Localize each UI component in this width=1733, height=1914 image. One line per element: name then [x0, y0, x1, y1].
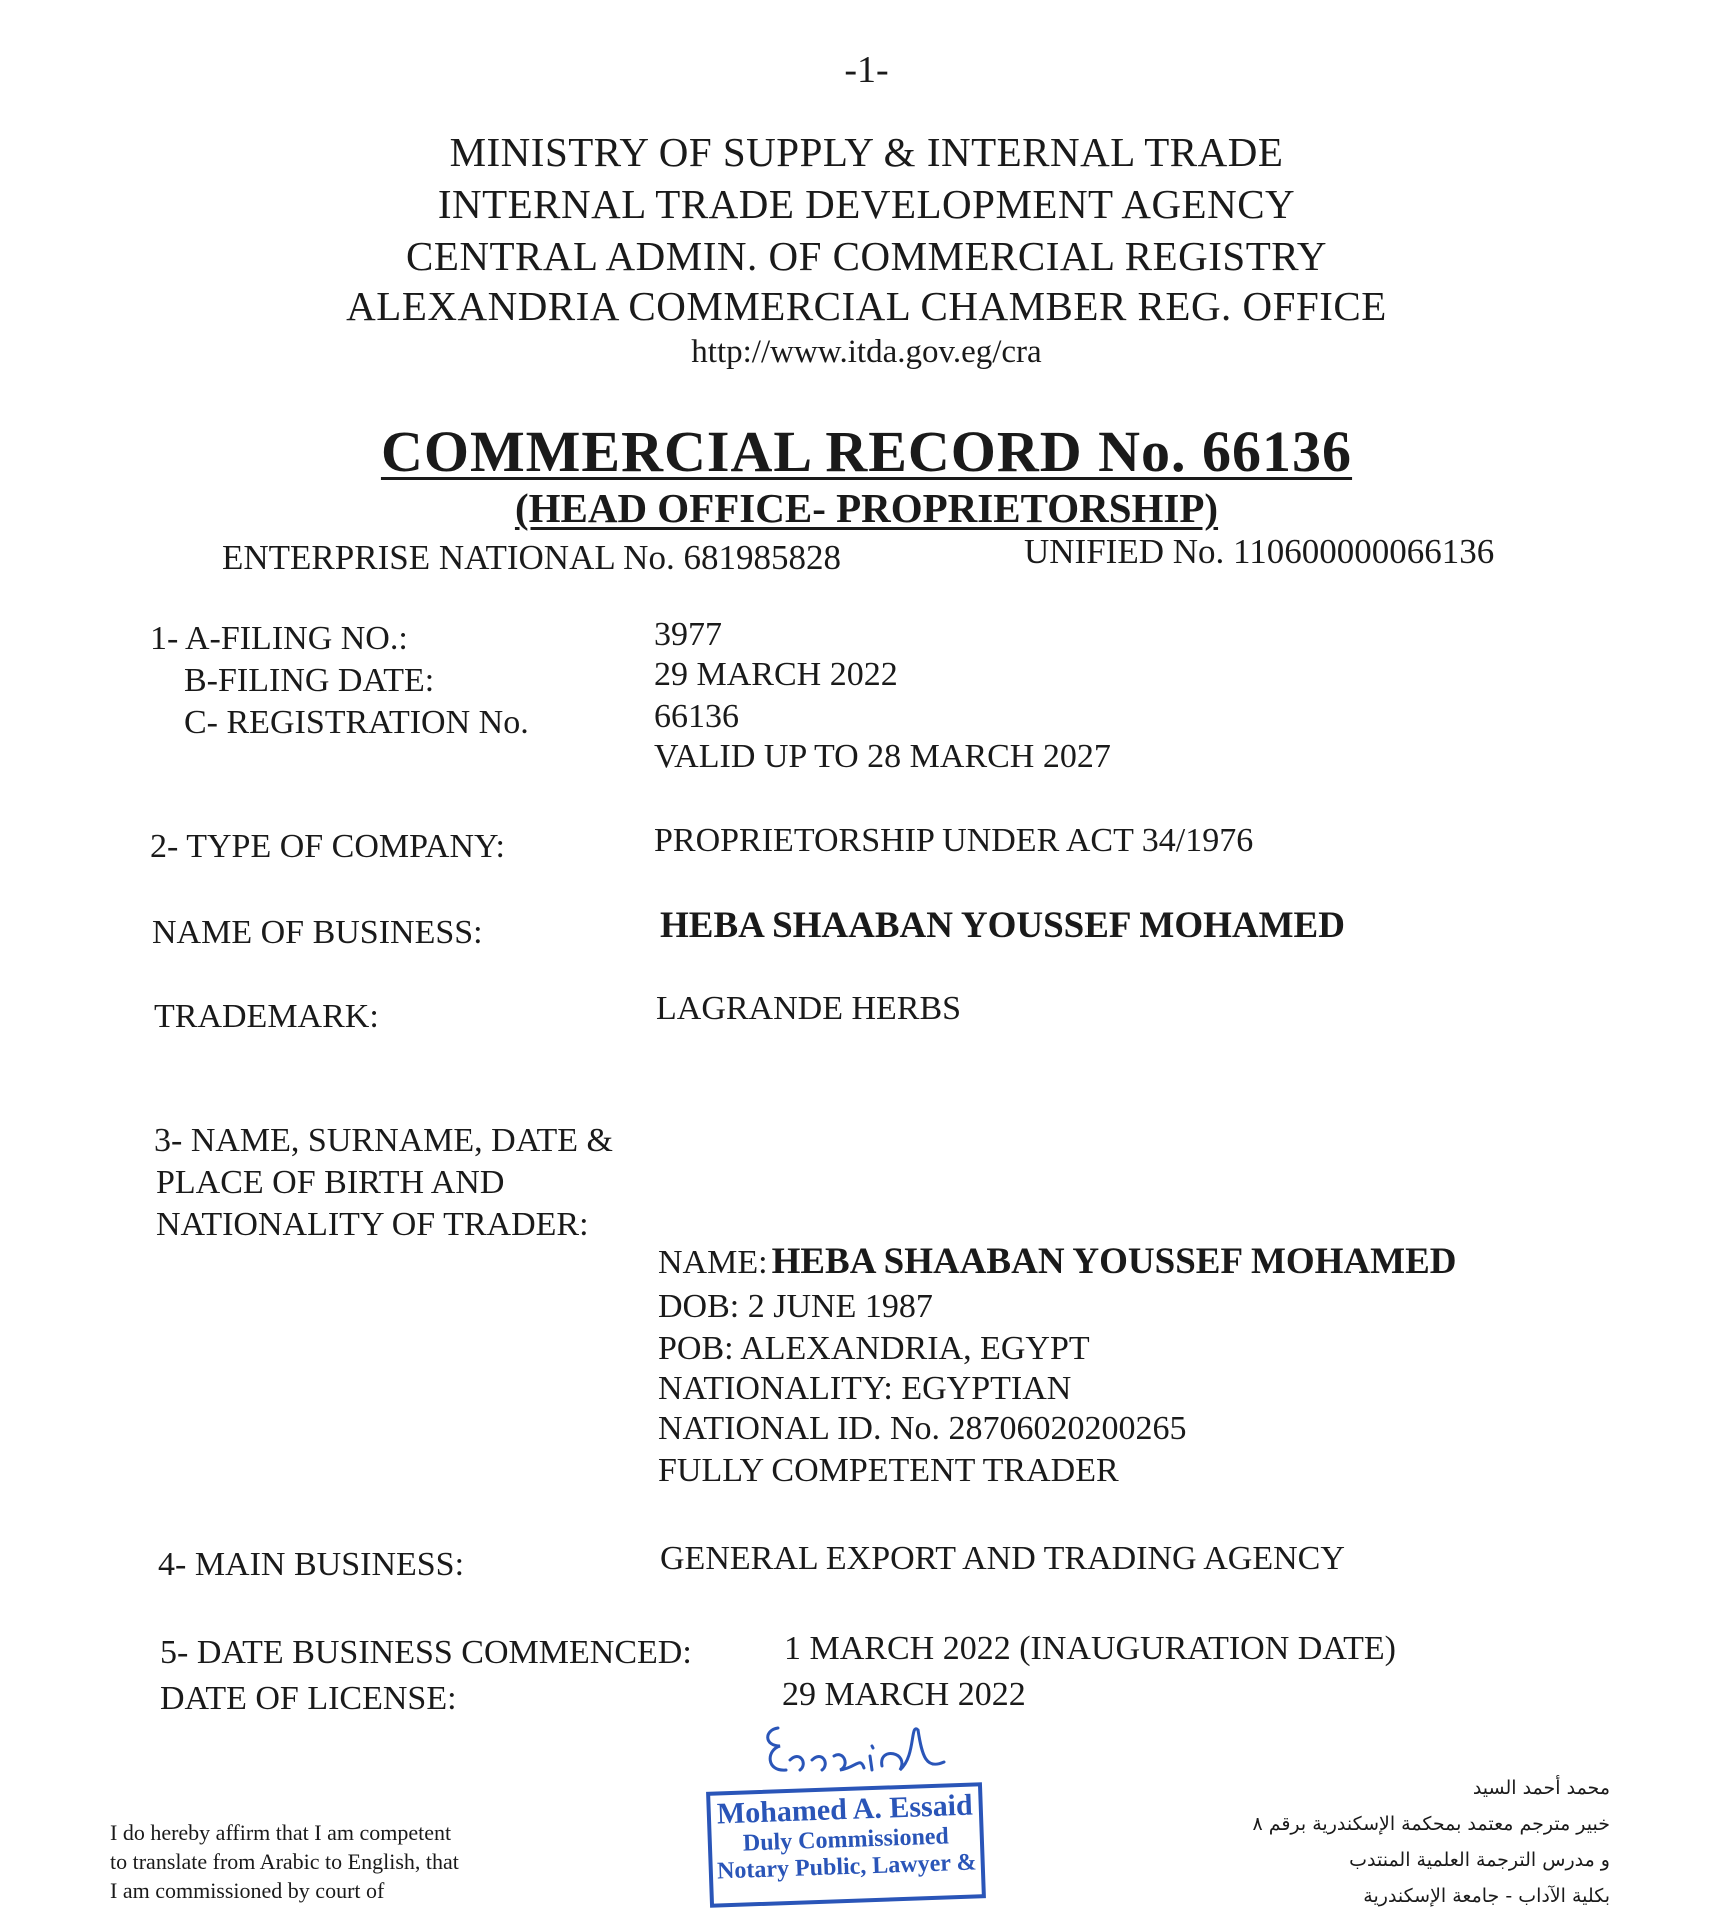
office-heading: ALEXANDRIA COMMERCIAL CHAMBER REG. OFFICE [346, 283, 1387, 329]
record-subtitle-text: (HEAD OFFICE- PROPRIETORSHIP) [514, 485, 1219, 531]
trader-competence: FULLY COMPETENT TRADER [658, 1452, 1119, 1489]
company-type-value: PROPRIETORSHIP UNDER ACT 34/1976 [654, 822, 1254, 859]
trader-label-line3: NATIONALITY OF TRADER: [156, 1206, 589, 1243]
unified-number: UNIFIED No. 110600000066136 [1024, 532, 1495, 571]
ministry-heading: MINISTRY OF SUPPLY & INTERNAL TRADE [449, 129, 1284, 175]
filing-no-value: 3977 [654, 616, 722, 653]
filing-no-label: 1- A-FILING NO.: [150, 620, 408, 657]
notary-stamp [706, 1782, 986, 1908]
page-number: -1- [844, 49, 889, 91]
stamp-name: Mohamed A. Essaid [716, 1788, 974, 1831]
enterprise-national-number: ENTERPRISE NATIONAL No. 681985828 [222, 538, 841, 577]
commenced-value: 1 MARCH 2022 (INAUGURATION DATE) [784, 1630, 1396, 1667]
arabic-translator-block [1252, 1770, 1610, 1914]
record-subtitle [0, 484, 1733, 532]
record-title-text: COMMERCIAL RECORD No. 66136 [380, 419, 1353, 484]
trader-national-id: NATIONAL ID. No. 28706020200265 [658, 1410, 1187, 1447]
trader-name-prefix: NAME: [658, 1244, 768, 1281]
stamp-commission: Duly Commissioned [742, 1823, 950, 1857]
affirmation-line: to translate from Arabic to English, that [110, 1849, 459, 1874]
business-name-value: HEBA SHAABAN YOUSSEF MOHAMED [660, 905, 1345, 946]
business-name-label: NAME OF BUSINESS: [152, 914, 483, 951]
stamp-title: Notary Public, Lawyer & [716, 1849, 977, 1885]
main-business-value: GENERAL EXPORT AND TRADING AGENCY [660, 1540, 1345, 1577]
agency-url: http://www.itda.gov.eg/cra [691, 334, 1042, 370]
arabic-line: محمد أحمد السيد [1472, 1777, 1610, 1799]
signature-stroke [768, 1728, 944, 1770]
affirmation-line: I do hereby affirm that I am competent [110, 1820, 452, 1845]
license-value: 29 MARCH 2022 [782, 1676, 1026, 1713]
filing-date-value: 29 MARCH 2022 [654, 656, 898, 693]
registry-heading: CENTRAL ADMIN. OF COMMERCIAL REGISTRY [406, 233, 1327, 279]
filing-date-label: B-FILING DATE: [184, 662, 435, 699]
trademark-label: TRADEMARK: [154, 998, 379, 1035]
trader-name-row [658, 1240, 1456, 1283]
trader-label-line1: 3- NAME, SURNAME, DATE & [154, 1122, 613, 1159]
arabic-line: و مدرس الترجمة العلمية المنتدب [1349, 1849, 1610, 1871]
main-business-label: 4- MAIN BUSINESS: [158, 1546, 465, 1583]
license-label: DATE OF LICENSE: [160, 1680, 457, 1717]
registration-label: C- REGISTRATION No. [184, 704, 529, 741]
commenced-label: 5- DATE BUSINESS COMMENCED: [160, 1634, 692, 1671]
trader-dob: DOB: 2 JUNE 1987 [658, 1288, 933, 1325]
translator-affirmation [110, 1818, 459, 1905]
validity-value: VALID UP TO 28 MARCH 2027 [654, 738, 1111, 775]
trader-name-value: HEBA SHAABAN YOUSSEF MOHAMED [771, 1241, 1457, 1282]
trader-pob: POB: ALEXANDRIA, EGYPT [658, 1330, 1090, 1367]
affirmation-line: I am commissioned by court of [110, 1878, 385, 1903]
record-title [0, 418, 1733, 485]
trader-label-line2: PLACE OF BIRTH AND [156, 1164, 505, 1201]
trader-nationality: NATIONALITY: EGYPTIAN [658, 1370, 1072, 1407]
trademark-value: LAGRANDE HERBS [656, 990, 962, 1027]
arabic-line: خبير مترجم معتمد بمحكمة الإسكندرية برقم ٨ [1252, 1813, 1610, 1835]
registration-value: 66136 [654, 698, 739, 735]
arabic-line: بكلية الآداب - جامعة الإسكندرية [1363, 1885, 1610, 1907]
agency-heading: INTERNAL TRADE DEVELOPMENT AGENCY [437, 181, 1296, 227]
company-type-label: 2- TYPE OF COMPANY: [150, 828, 505, 865]
